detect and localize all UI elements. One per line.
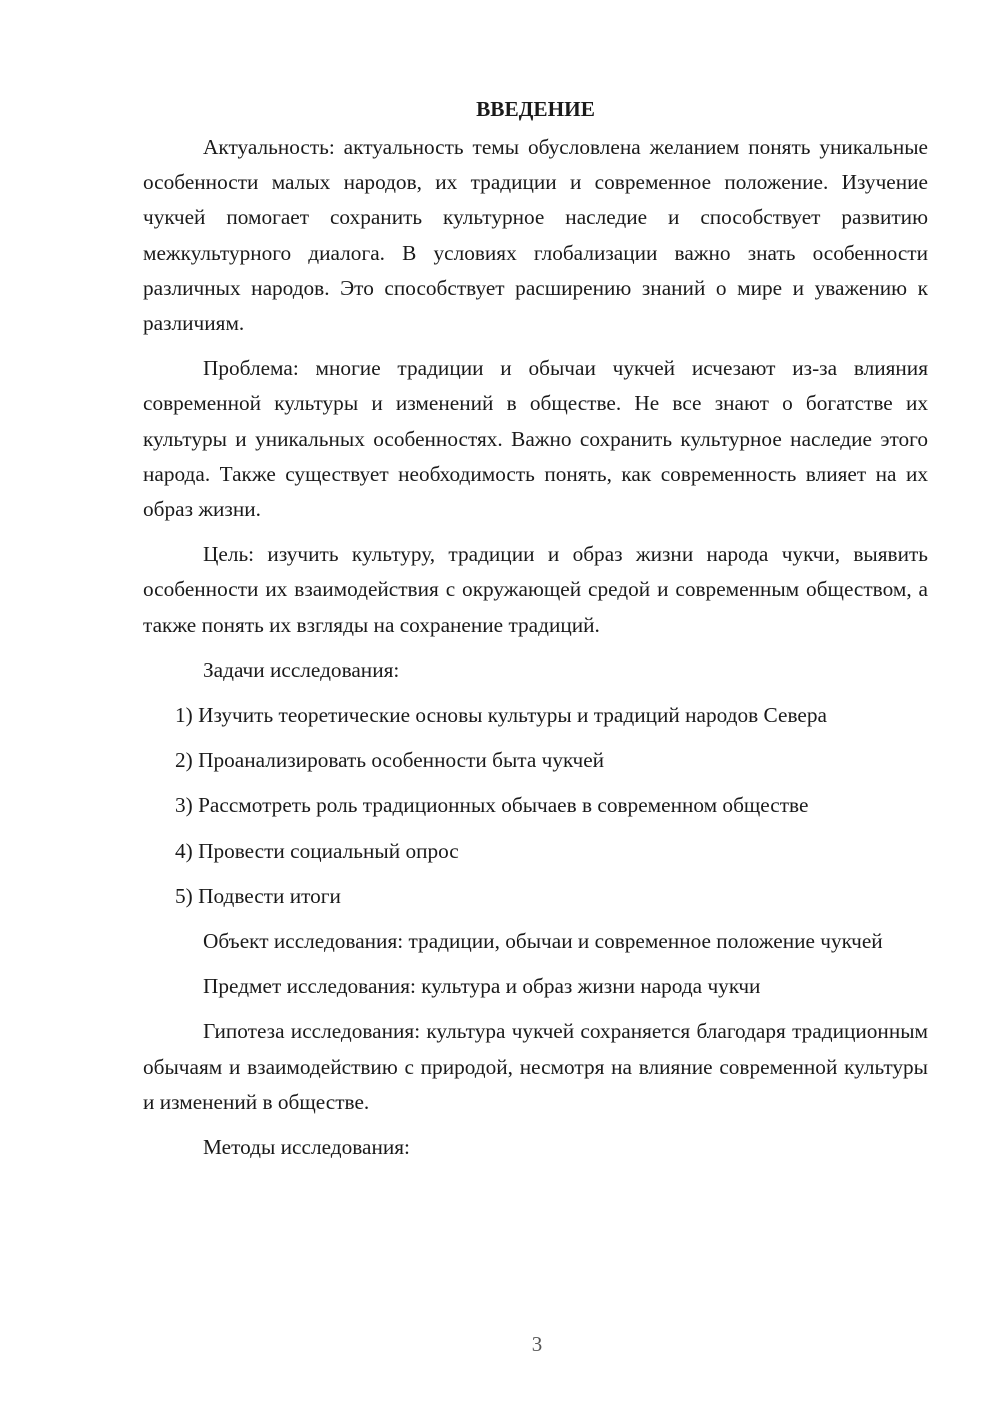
document-page (143, 92, 928, 1175)
relevance-paragraph: Актуальность: актуальность темы обусловлена желанием понять уникальные особенности малых народов, их традиции и современное положение. Изучение чукчей помогает сохранить культурное наследие и способствует развитию межкультурного диалога. В условиях глобализации важно знать особенности различных народов. Это способствует расширению знаний о мире и уважению к различиям. (143, 135, 928, 336)
goal-paragraph: Цель: изучить культуру, традиции и образ жизни народа чукчи, выявить особенности их взаимодействия с окружающей средой и современным обществом, а также понять их взгляды на сохранение традиций. (143, 542, 928, 637)
page-number: 3 (531, 1332, 543, 1356)
task-item-2: 2) Проанализировать особенности быта чукчей (175, 748, 605, 773)
subject-paragraph: Предмет исследования: культура и образ жизни народа чукчи (203, 974, 761, 999)
hypothesis-paragraph: Гипотеза исследования: культура чукчей сохраняется благодаря традиционным обычаям и взаимодействию с природой, несмотря на влияние современной культуры и изменений в обществе. (143, 1019, 928, 1114)
page-title: ВВЕДЕНИЕ (476, 97, 595, 121)
tasks-heading: Задачи исследования: (203, 657, 400, 682)
task-item-5: 5) Подвести итоги (175, 883, 341, 908)
task-item-1: 1) Изучить теоретические основы культуры и традиций народов Севера (175, 703, 827, 728)
task-item-4: 4) Провести социальный опрос (175, 838, 459, 863)
object-paragraph: Объект исследования: традиции, обычаи и современное положение чукчей (203, 929, 883, 954)
problem-paragraph: Проблема: многие традиции и обычаи чукчей исчезают из-за влияния современной культуры и изменений в обществе. Не все знают о богатстве их культуры и уникальных особенностях. Важно сохранить культурное наследие этого народа. Также существует необходимость понять, как современность влияет на их образ жизни. (143, 356, 928, 522)
methods-heading: Методы исследования: (203, 1135, 410, 1160)
task-item-3: 3) Рассмотреть роль традиционных обычаев в современном обществе (175, 793, 809, 818)
